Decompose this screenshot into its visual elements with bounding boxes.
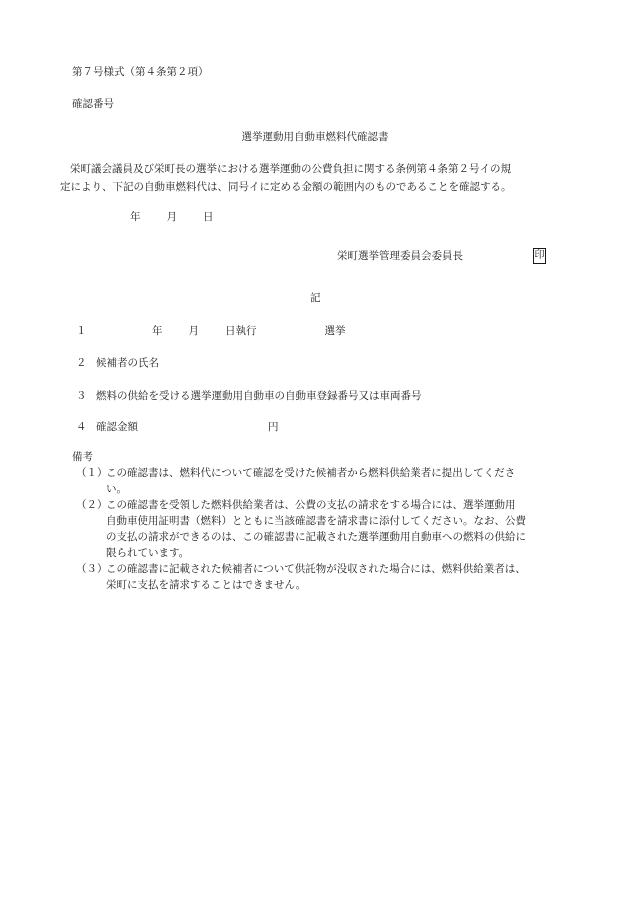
document-title: 選挙運動用自動車燃料代確認書 [241, 131, 389, 143]
note-1 [76, 465, 586, 497]
item-vehicle-number [76, 390, 422, 404]
date-year: 年 [130, 211, 141, 223]
item-candidate-name [76, 357, 159, 371]
note-line: 限られています。 [106, 547, 190, 559]
note-line: この確認書は、燃料代について確認を受けた候補者から燃料供給業者に提出してくださ [106, 467, 516, 479]
confirmation-number-label: 確認番号 [72, 98, 114, 110]
body-paragraph [60, 160, 590, 196]
item-election: 選挙 [324, 325, 346, 337]
item-month: 月 [188, 325, 199, 337]
note-number: （３） [76, 563, 108, 575]
note-number: （２） [76, 499, 108, 511]
item-label: 候補者の氏名 [96, 357, 159, 369]
item-confirmed-amount [76, 421, 279, 435]
item-year: 年 [152, 325, 163, 337]
note-2 [76, 497, 586, 561]
notes-heading: 備考 [72, 451, 93, 463]
seal-mark: 印 [533, 248, 546, 264]
date-month: 月 [166, 211, 177, 223]
body-line-1: 栄町議会議員及び栄町長の選挙における選挙運動の公費負担に関する条例第４条第２号イの規 [70, 163, 511, 175]
body-line-2: 定により、下記の自動車燃料代は、同号イに定める金額の範囲内のものであることを確認する。 [60, 181, 512, 193]
item-election-date [76, 325, 346, 339]
note-number: （１） [76, 467, 108, 479]
note-line: この確認書に記載された候補者について供託物が没収された場合には、燃料供給業者は、 [106, 563, 526, 575]
form-number: 第７号様式（第４条第２項） [72, 66, 209, 78]
item-number: ４ [76, 421, 87, 433]
note-line: 自動車使用証明書（燃料）とともに当該確認書を請求書に添付してください。なお、公費 [106, 515, 526, 527]
date-day: 日 [203, 211, 214, 223]
item-number: ２ [76, 357, 87, 369]
item-label: 燃料の供給を受ける選挙運動用自動車の自動車登録番号又は車両番号 [96, 390, 422, 402]
note-line: い。 [106, 483, 127, 495]
ki-heading: 記 [310, 292, 321, 304]
item-label: 確認金額 [96, 421, 138, 433]
date-line [130, 211, 214, 225]
note-line: の支払の請求ができるのは、この確認書に記載された選挙運動用自動車への燃料の供給に [106, 531, 526, 543]
note-line: この確認書を受領した燃料供給業者は、公費の支払の請求をする場合には、選挙運動用 [106, 499, 516, 511]
item-number: １ [76, 325, 87, 337]
note-3 [76, 561, 586, 593]
notes-list [76, 465, 586, 593]
issuer-name: 栄町選挙管理委員会委員長 [337, 250, 463, 262]
item-unit: 円 [268, 421, 279, 433]
item-number: ３ [76, 390, 87, 402]
item-day-exec: 日執行 [225, 325, 257, 337]
note-line: 栄町に支払を請求することはできません。 [106, 579, 307, 591]
